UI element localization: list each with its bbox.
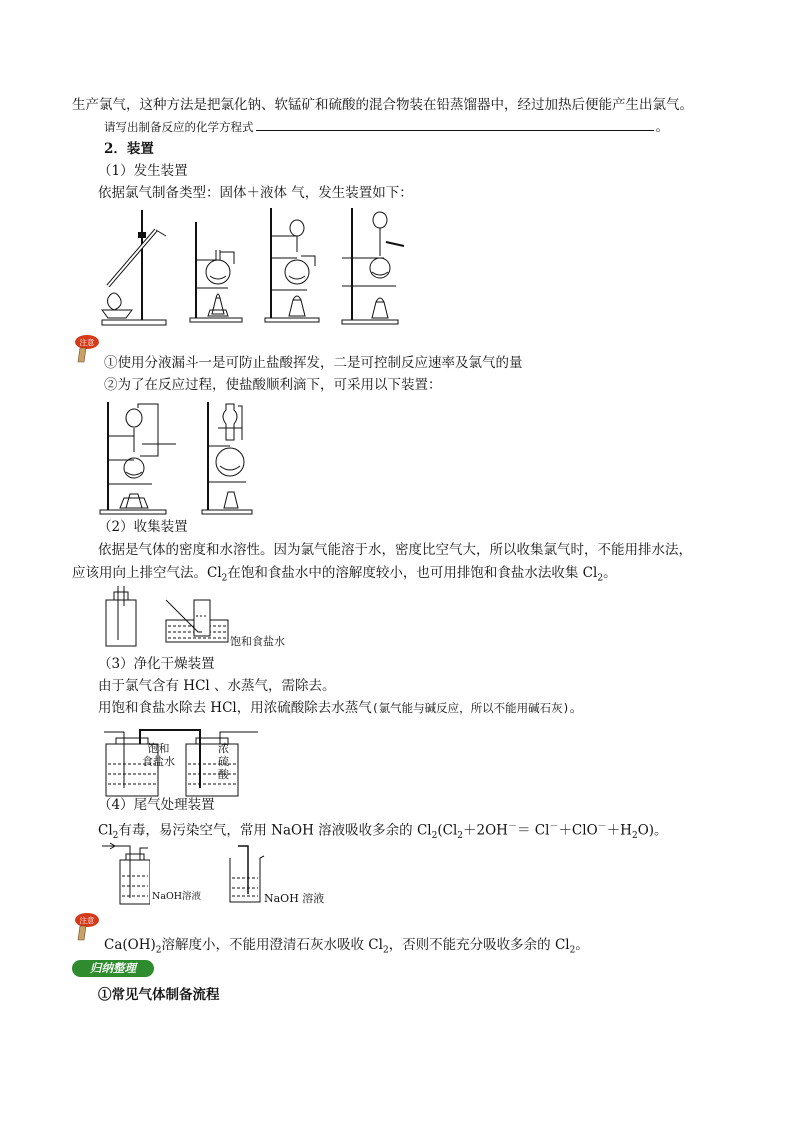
equation-prompt: 请写出制备反应的化学方程式 [104,120,254,134]
summary-item-1: ①常见气体制备流程 [98,987,220,1003]
collection-gas-bottle [102,584,142,648]
note-1-item-2: ②为了在反应过程，使盐酸顺利滴下，可采用以下装置： [104,377,442,393]
subsection-1-text: 依据氯气制备类型：固体＋液体 气，发生装置如下： [98,185,413,201]
collection-water-trough [164,596,230,644]
label-naoh-2: NaOH 溶液 [264,892,325,905]
subsection-2-text-1: 依据是气体的密度和水溶性。因为氯气能溶于水，密度比空气大，所以收集氯气时，不能用排水法， [98,542,692,558]
note-1-item-1: ①使用分液漏斗一是可防止盐酸挥发，二是可控制反应速率及氯气的量 [104,355,523,371]
subsection-3-title: （3）净化干燥装置 [98,656,215,672]
svg-text:注意: 注意 [79,916,95,925]
apparatus-funnel-flask-side-tube [340,206,406,326]
apparatus-pressure-tube [98,400,178,516]
label-bottle-acid: 浓 硫 酸 [218,742,229,781]
equation-prompt-line: 请写出制备反应的化学方程式 。 [104,119,669,135]
note-2-text: $Ca(OH)_2$溶解度小，不能用澄清石灰水吸收 $Cl_2$，否则不能充分吸收多余的 $Cl_2$。 [104,937,589,956]
label-bottle-brine: 饱和 食盐水 [142,742,175,768]
answer-blank[interactable] [256,118,654,131]
label-saturated-brine: 饱和食盐水 [230,635,285,648]
apparatus-funnel-flask [263,206,323,324]
subsection-4-text: $Cl_2$有毒，易污染空气，常用 NaOH 溶液吸收多余的 $Cl_2(Cl_2+2OH^-= Cl^-+ClO^-+H_2O)$。 [98,822,668,842]
tail-gas-beaker [226,844,266,906]
subsection-4-title: （4）尾气处理装置 [98,797,215,813]
section-2-title: 2．装置 [104,141,154,157]
svg-text:注意: 注意 [79,338,95,347]
subsection-2-text-2: 应该用向上排空气法。$Cl_2$在饱和食盐水中的溶解度较小，也可用排饱和食盐水法收集 $Cl_2$。 [72,565,617,584]
note-icon-2 [74,912,100,934]
purification-wash-bottles [102,722,262,798]
subsection-1-title: （1）发生装置 [98,163,188,179]
subsection-3-text-2: 用饱和食盐水除去 HCl，用浓硫酸除去水蒸气(氯气能与碱反应，所以不能用碱石灰)。 [98,700,584,716]
label-naoh-1: NaOH溶液 [152,891,202,902]
note-icon [74,334,100,356]
subsection-3-text-1: 由于氯气含有 HCl 、水蒸气，需除去。 [98,678,336,694]
subsection-2-title: （2）收集装置 [98,519,188,535]
intro-paragraph: 生产氯气，这种方法是把氯化钠、软锰矿和硫酸的混合物装在铅蒸馏器中，经过加热后便能产生出氯气。 [72,97,693,113]
summary-badge: 归纳整理 [72,960,154,977]
apparatus-solid-heating [100,206,170,328]
apparatus-flask-burner [188,218,244,324]
apparatus-constant-pressure-funnel [200,400,256,516]
tail-gas-bottle [100,840,150,906]
